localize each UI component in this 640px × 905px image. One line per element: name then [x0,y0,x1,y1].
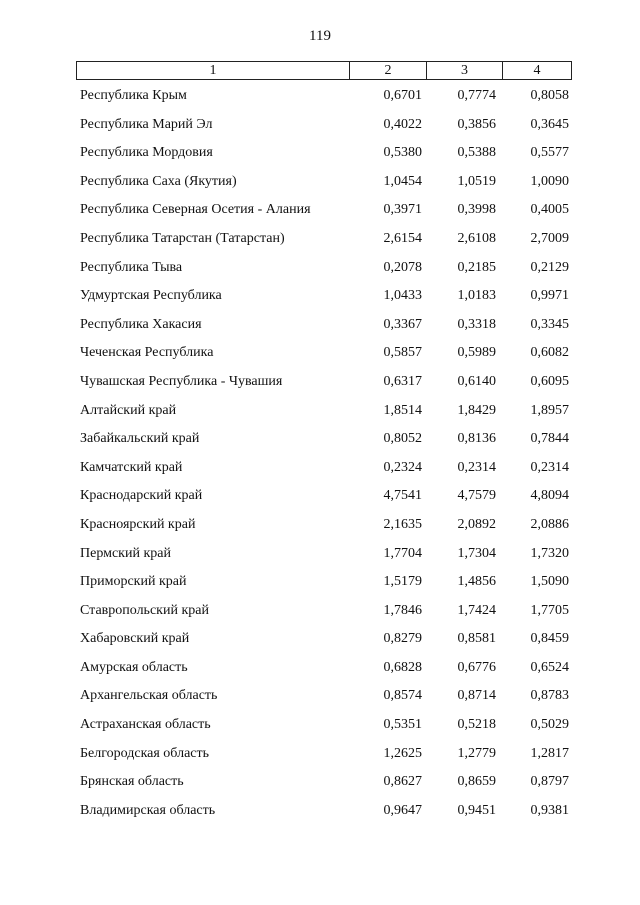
value-column-4: 1,7705 [530,602,569,618]
value-column-4: 0,9381 [530,802,569,818]
value-column-2: 1,8514 [383,402,422,418]
table-row [0,428,640,457]
value-column-3: 0,6776 [457,659,496,675]
value-column-4: 0,6095 [530,373,569,389]
value-column-4: 0,4005 [530,202,569,218]
value-column-2: 0,8279 [383,631,422,647]
value-column-3: 1,0183 [457,288,496,304]
value-column-3: 0,5218 [457,717,496,733]
value-column-2: 0,5351 [383,717,422,733]
value-column-2: 0,6828 [383,659,422,675]
value-column-4: 0,6082 [530,345,569,361]
table-row [0,685,640,714]
region-name: Чувашская Республика - Чувашия [80,373,283,389]
table-row [0,342,640,371]
region-name: Республика Хакасия [80,316,202,332]
value-column-4: 0,8459 [530,631,569,647]
value-column-3: 4,7579 [457,488,496,504]
region-name: Республика Крым [80,88,187,103]
value-column-4: 0,8783 [530,688,569,704]
value-column-3: 0,3856 [457,116,496,132]
column-header-4: 4 [533,63,541,78]
value-column-2: 0,5380 [383,145,422,161]
value-column-3: 2,6108 [457,230,496,246]
region-name: Красноярский край [80,516,196,532]
region-name: Республика Татарстан (Татарстан) [80,230,285,246]
value-column-2: 2,6154 [383,230,422,246]
value-column-4: 0,3345 [530,316,569,332]
value-column-2: 0,6317 [383,373,422,389]
region-name: Амурская область [80,659,188,675]
region-name: Республика Северная Осетия - Алания [80,202,311,218]
value-column-4: 0,5029 [530,717,569,733]
value-column-3: 0,3998 [457,202,496,218]
value-column-2: 1,0433 [383,288,422,304]
value-column-3: 0,2185 [457,259,496,275]
region-name: Краснодарский край [80,488,203,504]
value-column-3: 1,8429 [457,402,496,418]
region-name: Чеченская Республика [80,345,214,361]
value-column-4: 2,7009 [530,230,569,246]
region-name: Республика Саха (Якутия) [80,173,237,189]
value-column-4: 0,2129 [530,259,569,275]
value-column-4: 1,0090 [530,173,569,189]
value-column-3: 1,7424 [457,602,496,618]
value-column-3: 1,4856 [457,574,496,590]
table-row [0,257,640,286]
value-column-4: 0,9971 [530,288,569,304]
value-column-2: 0,2324 [383,459,422,475]
value-column-4: 2,0886 [530,516,569,532]
value-column-3: 0,8136 [457,431,496,447]
table-row [0,400,640,429]
value-column-2: 2,1635 [383,516,422,532]
value-column-3: 0,7774 [457,88,496,103]
region-name: Архангельская область [80,688,218,704]
value-column-2: 1,7704 [383,545,422,561]
value-column-2: 1,0454 [383,173,422,189]
region-name: Ставропольский край [80,602,209,618]
column-header-3: 3 [427,62,503,79]
value-column-3: 2,0892 [457,516,496,532]
value-column-3: 0,6140 [457,373,496,389]
value-column-2: 4,7541 [383,488,422,504]
column-header-1: 1 [77,62,350,79]
region-name: Пермский край [80,545,171,561]
value-column-2: 0,6701 [383,88,422,103]
value-column-3: 1,7304 [457,545,496,561]
region-name: Приморский край [80,574,187,590]
value-column-3: 0,3318 [457,316,496,332]
value-column-2: 0,3971 [383,202,422,218]
value-column-2: 0,8052 [383,431,422,447]
table-row [0,571,640,600]
region-name: Владимирская область [80,802,216,818]
column-header-2: 2 [350,62,427,79]
region-name: Республика Тыва [80,259,183,275]
table-row [0,657,640,686]
table-row [0,543,640,572]
region-name: Хабаровский край [80,631,190,647]
value-column-2: 1,2625 [383,745,422,761]
region-name: Астраханская область [80,717,211,733]
table-row [0,114,640,143]
table-header [76,61,572,80]
value-column-2: 0,8627 [383,774,422,790]
table-row [0,485,640,514]
region-name: Удмуртская Республика [80,288,222,304]
table-row [0,85,640,114]
region-name: Республика Мордовия [80,145,213,161]
region-name: Забайкальский край [80,431,200,447]
table-row [0,457,640,486]
value-column-4: 4,8094 [530,488,569,504]
table-row [0,371,640,400]
value-column-4: 0,2314 [530,459,569,475]
value-column-2: 0,5857 [383,345,422,361]
value-column-4: 0,3645 [530,116,569,132]
table-row [0,142,640,171]
value-column-2: 0,2078 [383,259,422,275]
value-column-2: 1,5179 [383,574,422,590]
value-column-3: 0,8659 [457,774,496,790]
table-row [0,600,640,629]
value-column-4: 0,8058 [530,88,569,103]
value-column-2: 0,4022 [383,116,422,132]
value-column-4: 0,6524 [530,659,569,675]
table-body [0,85,640,828]
region-name: Республика Марий Эл [80,116,213,132]
table-row [0,285,640,314]
value-column-3: 0,5388 [457,145,496,161]
value-column-2: 0,3367 [383,316,422,332]
table-row [0,314,640,343]
value-column-2: 0,9647 [383,802,422,818]
value-column-2: 0,8574 [383,688,422,704]
table-row [0,771,640,800]
table-row [0,171,640,200]
region-name: Камчатский край [80,459,183,475]
value-column-4: 0,7844 [530,431,569,447]
page-number: 119 [309,28,331,44]
table-row [0,514,640,543]
value-column-3: 1,0519 [457,173,496,189]
table-row [0,199,640,228]
value-column-3: 1,2779 [457,745,496,761]
value-column-3: 0,8581 [457,631,496,647]
value-column-4: 1,7320 [530,545,569,561]
value-column-3: 0,2314 [457,459,496,475]
value-column-4: 1,5090 [530,574,569,590]
table-row [0,743,640,772]
value-column-3: 0,9451 [457,802,496,818]
region-name: Белгородская область [80,745,210,761]
table-row [0,800,640,829]
value-column-2: 1,7846 [383,602,422,618]
value-column-3: 0,8714 [457,688,496,704]
table-row [0,628,640,657]
region-name: Алтайский край [80,402,177,418]
value-column-4: 0,8797 [530,774,569,790]
value-column-4: 1,2817 [530,745,569,761]
value-column-3: 0,5989 [457,345,496,361]
table-row [0,714,640,743]
region-name: Брянская область [80,774,184,790]
table-row [0,228,640,257]
value-column-4: 0,5577 [530,145,569,161]
value-column-4: 1,8957 [530,402,569,418]
